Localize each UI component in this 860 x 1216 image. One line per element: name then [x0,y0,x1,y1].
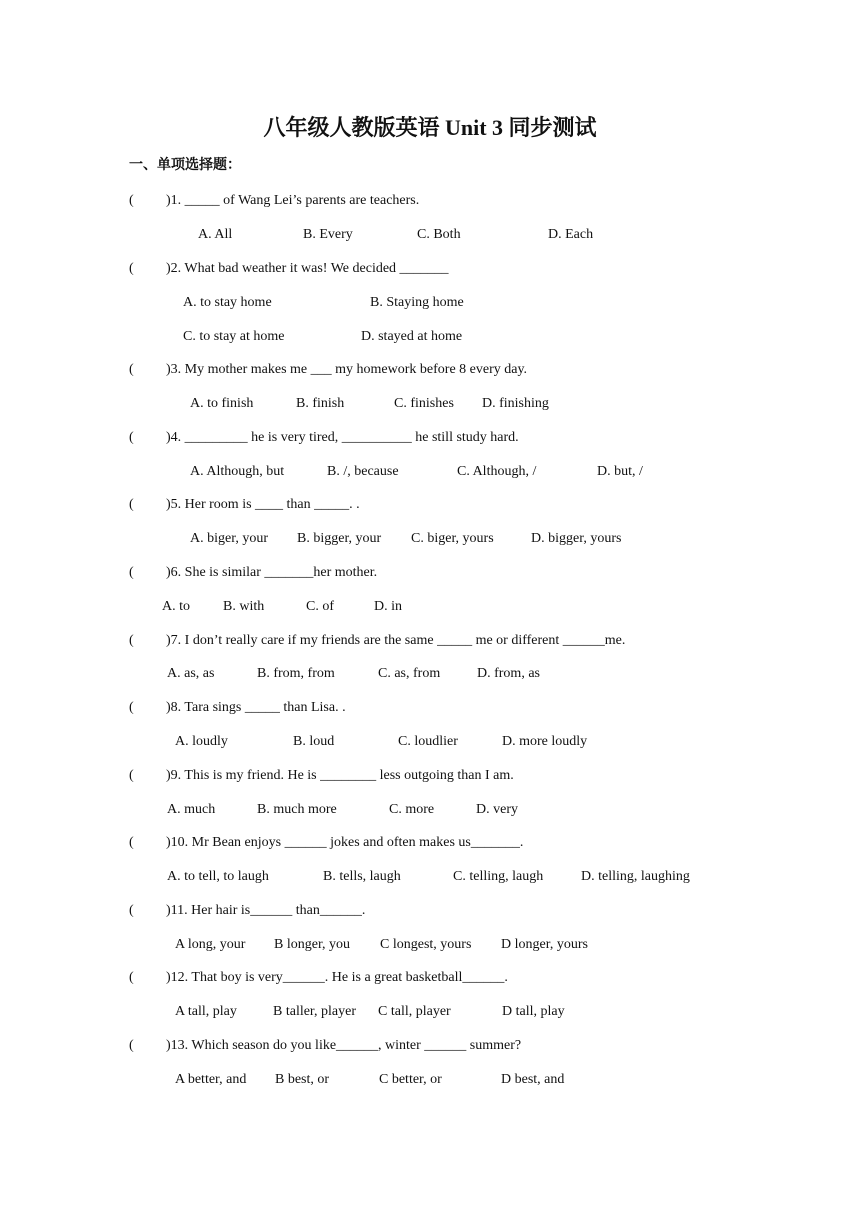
option-c: C. as, from [378,666,441,681]
option-b: B best, or [275,1072,330,1087]
option-a: A. biger, your [190,531,268,546]
option-a: A. much [167,802,216,817]
answer-paren[interactable]: ( [129,193,134,208]
option-c: C. telling, laugh [453,869,544,884]
option-a: A. to tell, to laugh [167,869,269,884]
question-stem: )4. _________ he is very tired, __________ he still study hard. [166,430,519,445]
option-b: B. much more [257,802,337,817]
option-d: D tall, play [502,1004,565,1019]
option-d: D. but, / [597,464,643,479]
answer-paren[interactable]: ( [129,430,134,445]
option-a: A tall, play [175,1004,237,1019]
option-d: D best, and [501,1072,565,1087]
option-b: B. /, because [327,464,399,479]
option-b: B. Staying home [370,295,464,310]
option-b: B. loud [293,734,335,749]
question-stem: )11. Her hair is______ than______. [166,903,366,918]
option-d: D. finishing [482,396,549,411]
answer-paren[interactable]: ( [129,903,134,918]
answer-paren[interactable]: ( [129,768,134,783]
section-heading: 一、单项选择题： [129,158,241,173]
option-d: D. from, as [477,666,540,681]
option-a: A. as, as [167,666,215,681]
question-stem: )5. Her room is ____ than _____. . [166,497,360,512]
option-d: D. Each [548,227,594,242]
option-c: C. Although, / [457,464,537,479]
option-c: C better, or [379,1072,442,1087]
question-stem: )2. What bad weather it was! We decided _______ [166,261,449,276]
option-a: A. to stay home [183,295,272,310]
option-d: D. bigger, yours [531,531,622,546]
question-stem: )7. I don’t really care if my friends are the same _____ me or different ______me. [166,633,626,648]
question-stem: )10. Mr Bean enjoys ______ jokes and often makes us_______. [166,835,524,850]
option-a: A. to finish [190,396,254,411]
option-c: C. Both [417,227,461,242]
option-d: D. stayed at home [361,329,463,344]
option-c: C. finishes [394,396,454,411]
option-d: D. telling, laughing [581,869,690,884]
option-c: C longest, yours [380,937,472,952]
option-c: C. loudlier [398,734,458,749]
question-stem: )1. _____ of Wang Lei’s parents are teachers. [166,193,420,208]
option-d: D. in [374,599,402,614]
option-a: A better, and [175,1072,247,1087]
question-stem: )6. She is similar _______her mother. [166,565,378,580]
answer-paren[interactable]: ( [129,633,134,648]
answer-paren[interactable]: ( [129,497,134,512]
option-a: A. loudly [175,734,228,749]
option-d: D. very [476,802,518,817]
option-a: A long, your [175,937,246,952]
option-a: A. to [162,599,190,614]
option-c: C. to stay at home [183,329,285,344]
option-b: B taller, player [273,1004,357,1019]
option-c: C. biger, yours [411,531,494,546]
question-stem: )8. Tara sings _____ than Lisa. . [166,700,346,715]
answer-paren[interactable]: ( [129,700,134,715]
answer-paren[interactable]: ( [129,970,134,985]
option-b: B. from, from [257,666,335,681]
option-a: A. All [198,227,233,242]
option-c: C. more [389,802,435,817]
option-b: B. finish [296,396,345,411]
question-stem: )13. Which season do you like______, winter ______ summer? [166,1038,522,1053]
option-c: C tall, player [378,1004,451,1019]
question-stem: )12. That boy is very______. He is a great basketball______. [166,970,508,985]
option-a: A. Although, but [190,464,285,479]
answer-paren[interactable]: ( [129,362,134,377]
answer-paren[interactable]: ( [129,565,134,580]
option-b: B longer, you [274,937,351,952]
answer-paren[interactable]: ( [129,261,134,276]
option-c: C. of [306,599,334,614]
option-b: B. bigger, your [297,531,382,546]
question-stem: )3. My mother makes me ___ my homework before 8 every day. [166,362,528,377]
option-d: D. more loudly [502,734,588,749]
option-b: B. tells, laugh [323,869,401,884]
option-b: B. with [223,599,265,614]
option-d: D longer, yours [501,937,588,952]
answer-paren[interactable]: ( [129,835,134,850]
option-b: B. Every [303,227,353,242]
answer-paren[interactable]: ( [129,1038,134,1053]
document-title: 八年级人教版英语 Unit 3 同步测试 [263,115,597,140]
question-stem: )9. This is my friend. He is ________ less outgoing than I am. [166,768,514,783]
